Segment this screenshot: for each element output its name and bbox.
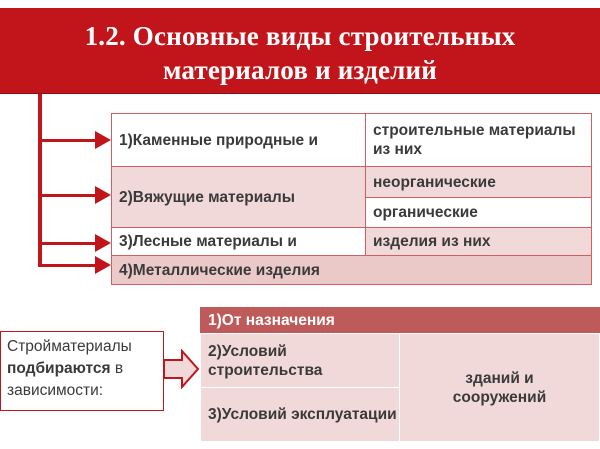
title-banner	[0, 8, 600, 94]
dependency-row3-left-text: 3)Условий эксплуатации	[208, 406, 397, 423]
connector-arrow-4	[38, 264, 96, 267]
types-row2-right-top	[365, 166, 592, 198]
selection-text-mid: в	[110, 360, 124, 377]
connector-arrow-2	[38, 194, 96, 197]
arrowhead-3	[95, 234, 111, 252]
dependency-right-text: зданий и сооружений	[452, 369, 547, 406]
types-row1-left	[111, 113, 366, 167]
selection-text-bold: подбираются	[7, 360, 111, 377]
arrowhead-2	[95, 186, 111, 204]
types-row4	[111, 255, 592, 285]
selection-criteria-box	[0, 331, 164, 411]
dependency-header	[200, 307, 600, 334]
dependency-row3-left	[200, 387, 400, 442]
types-row2-right-top-text: неорганические	[373, 173, 496, 191]
dependency-row2-left	[200, 333, 400, 388]
connector-arrow-1	[38, 139, 96, 142]
dependency-right	[399, 333, 600, 442]
arrowhead-4	[95, 256, 111, 274]
types-row2-right-bottom	[365, 197, 592, 228]
types-row4-text: 4)Металлические изделия	[119, 261, 320, 279]
types-row2-left-text: 2)Вяжущие материалы	[119, 188, 295, 206]
right-arrow-icon	[162, 349, 200, 389]
connector-vertical-line	[38, 94, 42, 266]
types-row3-right-text: изделия из них	[373, 233, 491, 250]
arrowhead-1	[95, 131, 111, 149]
types-row2-right-bottom-text: органические	[373, 204, 478, 221]
page-title-line2: материалов и изделий	[163, 55, 437, 85]
types-row1-right	[365, 113, 592, 167]
types-row3-right	[365, 227, 592, 256]
types-row1-left-text: 1)Каменные природные и	[119, 131, 319, 149]
dependency-header-text: 1)От назначения	[208, 312, 335, 329]
connector-arrow-3	[38, 242, 96, 245]
types-row1-right-text: строительные материалы из них	[373, 122, 576, 158]
selection-text-after: зависимости:	[7, 382, 104, 399]
dependency-row2-left-text: 2)Условий строительства	[208, 342, 323, 379]
types-row3-left	[111, 227, 366, 256]
types-row2-left	[111, 166, 366, 228]
types-row3-left-text: 3)Лесные материалы и	[119, 233, 297, 250]
page-title-line1: 1.2. Основные виды строительных	[84, 21, 516, 51]
selection-text-1: Стройматериалы	[7, 338, 132, 355]
